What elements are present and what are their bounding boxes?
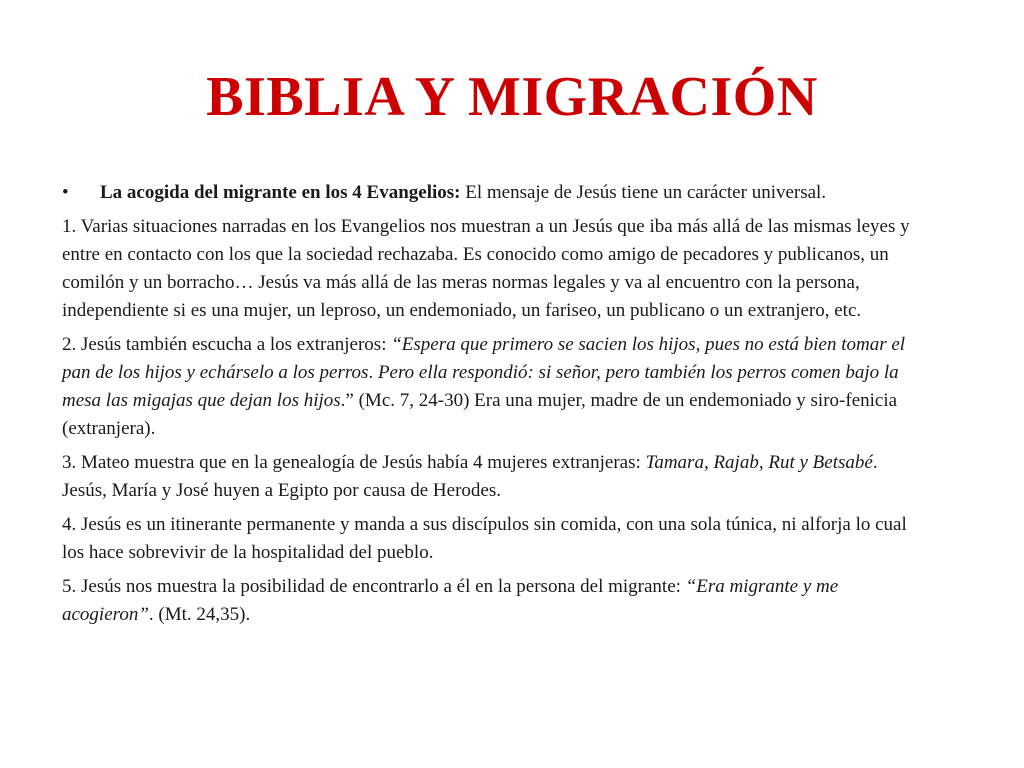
paragraph-3-names: Tamara, Rajab, Rut y Betsabé: [645, 452, 873, 473]
paragraph-2-dot: .: [368, 362, 374, 383]
paragraph-4: [62, 511, 962, 567]
bullet-heading: La acogida del migrante en los 4 Evangelios:: [100, 182, 461, 203]
paragraph-1-text: 1. Varias situaciones narradas en los Evangelios nos muestran a un Jesús que iba más allá de las mismas leyes y entre en contacto con los que la sociedad rechazaba. Es conocido como amigo de pecadores y publicanos, un comilón y un borracho… Jesús va más allá de las meras normas legales y va al encuentro con la persona, independiente si es una mujer, un leproso, un endemoniado, un fariseo, un publicano o un extranjero, etc.: [62, 216, 910, 321]
paragraph-3: [62, 449, 962, 505]
bullet-text: El mensaje de Jesús tiene un carácter universal.: [460, 182, 827, 203]
bullet-item: [62, 179, 962, 207]
paragraph-5-rest: . (Mt. 24,35).: [148, 604, 251, 625]
paragraph-2-rest: (Mc. 7, 24-30) Era una mujer, madre de un endemoniado y siro-fenicia (extranjera).: [62, 390, 898, 439]
paragraph-5-quote: “Era migrante y me acogieron”: [62, 576, 839, 625]
paragraph-4-text: 4. Jesús es un itinerante permanente y manda a sus discípulos sin comida, con una sola túnica, ni alforja lo cual los hace sobrevivir de la hospitalidad del pueblo.: [62, 514, 907, 563]
paragraph-2-intro: 2. Jesús también escucha a los extranjeros:: [62, 334, 392, 355]
paragraph-2-quote: “Espera que primero se sacien los hijos, pues no está bien tomar el pan de los hijos y echárselo a los perros: [62, 334, 906, 383]
paragraph-2-quote-2: Pero ella respondió: si señor, pero también los perros comen bajo la mesa las migajas que dejan los hijos: [62, 362, 899, 411]
paragraph-2: [62, 331, 962, 443]
slide-body: [62, 179, 962, 635]
paragraph-2-end-quote: .”: [340, 390, 354, 411]
paragraph-5-intro: 5. Jesús nos muestra la posibilidad de encontrarlo a él en la persona del migrante:: [62, 576, 686, 597]
paragraph-5: [62, 573, 962, 629]
slide-title: BIBLIA Y MIGRACIÓN: [206, 66, 818, 128]
paragraph-3-rest: . Jesús, María y José huyen a Egipto por causa de Herodes.: [62, 452, 878, 501]
bullet-icon: •: [62, 182, 69, 203]
paragraph-3-intro: 3. Mateo muestra que en la genealogía de Jesús había 4 mujeres extranjeras:: [62, 452, 646, 473]
paragraph-1: [62, 213, 962, 325]
